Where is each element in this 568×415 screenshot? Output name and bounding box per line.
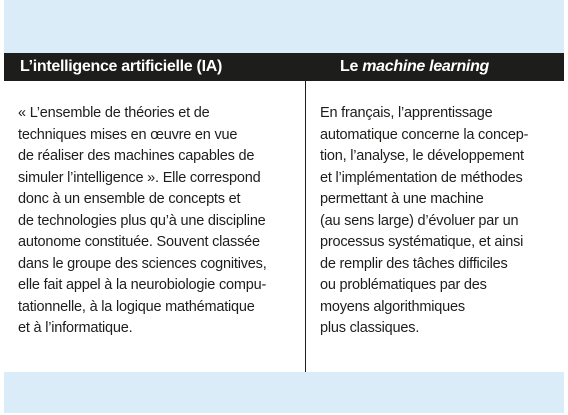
text-line: automatique concerne la concep- <box>320 126 529 143</box>
text-line: simuler l’intelligence ». Elle correspond <box>18 169 261 186</box>
text-line: processus systématique, et ainsi <box>320 234 524 250</box>
text-line: tion, l’analyse, le développement <box>320 148 524 164</box>
text-line: de remplir des tâches difficiles <box>320 255 508 272</box>
header-ia: L’intelligence artificielle (IA) <box>20 58 223 75</box>
text-line: (au sens large) d’évoluer par un <box>320 212 519 229</box>
text-line: techniques mises en œuvre en vue <box>18 126 238 143</box>
text-line: et à l’informatique. <box>18 320 133 336</box>
column-divider <box>305 81 306 372</box>
text-line: dans le groupe des sciences cognitives, <box>18 255 267 272</box>
text-line: donc à un ensemble de concepts et <box>18 191 241 207</box>
text-line: et l’implémentation de méthodes <box>320 169 523 186</box>
header-machine-learning <box>340 53 489 81</box>
text-line: plus classiques. <box>320 320 420 336</box>
text-line: autonome constituée. Souvent classée <box>18 234 260 250</box>
text-line: moyens algorithmiques <box>320 298 465 315</box>
table-header <box>4 53 564 81</box>
header-ml-prefix: Le <box>340 58 363 75</box>
text-line: « L’ensemble de théories et de <box>18 105 210 121</box>
text-line: de réaliser des machines capables de <box>18 148 255 164</box>
text-line: de technologies plus qu’à une discipline <box>18 212 266 229</box>
text-line: ou problématiques par des <box>320 277 487 293</box>
text-line: En français, l’apprentissage <box>320 105 493 121</box>
text-line: permettant à une machine <box>320 191 484 207</box>
header-ml-emphasis: machine learning <box>362 58 490 75</box>
text-line: tationnelle, à la logique mathématique <box>18 298 255 315</box>
text-line: elle fait appel à la neurobiologie compu- <box>18 277 267 293</box>
ia-definition <box>18 103 267 340</box>
machine-learning-definition <box>320 103 528 340</box>
